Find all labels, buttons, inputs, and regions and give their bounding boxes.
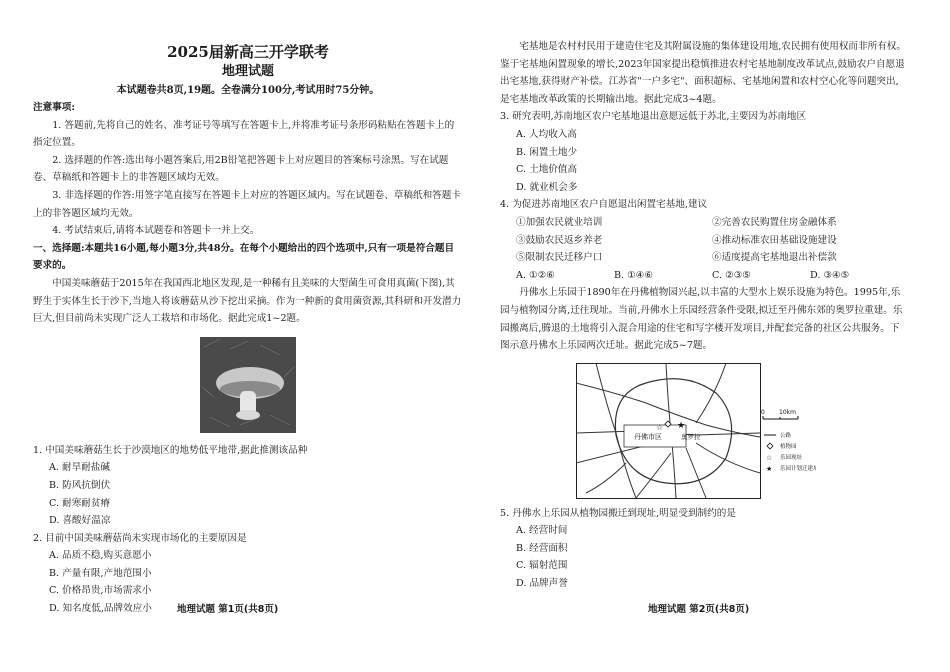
q1-option-d: D. 喜酸好温凉: [49, 515, 111, 527]
q2-option-d: D. 知名度低,品牌效应小: [49, 603, 152, 615]
q4-item-2: ②完善农民购置住房金融体系: [712, 216, 837, 228]
q3-option-a: A. 人均收入高: [516, 128, 577, 140]
q4-item-4: ④推动标准农田基础设施建设: [712, 234, 837, 246]
q4-option-b: B. ①④⑥: [614, 269, 653, 281]
q5-option-a: A. 经营时间: [516, 525, 568, 537]
right-column: [500, 38, 908, 593]
map-city-label: 丹佛市区: [634, 432, 662, 441]
passage-homestead: 宅基地是农村村民用于建造住宅及其附属设施的集体建设用地,农民拥有使用权而非所有权。鉴于宅基地闲置现象的增长,2023年国家提出稳慎推进农村宅基地制度改革试点,鼓励农户自愿退出宅基地,获得财产补偿。江苏省"一户多宅"、面积超标、宅基地闲置和农村空心化等问题突出,是宅基地改革政策的长期输出地。据此完成3~4题。: [500, 41, 906, 105]
exam-subtitle: 地理试题: [221, 64, 274, 79]
legend-new-site: 乐园计划迁建址: [780, 465, 816, 472]
passage-mushroom: 中国美味蘑菇于2015年在我国西北地区发现,是一种稀有且美味的大型菌生可食用真菌(下图),其野生于实体生长于沙下,当地人将该蘑菇从沙下挖出采摘。作为一种新的食用菌资源,其科研和开发潜力巨大,但目前尚未实现广泛人工栽培和市场化。据此完成1~2题。: [33, 277, 462, 325]
exam-title: 2025届新高三开学联考: [167, 43, 329, 61]
note-2: 2. 选择题的作答:选出每小题答案后,用2B铅笔把答题卡上对应题目的答案标号涂黑。写在试题卷、草稿纸和答题卡上的非答题区域均无效。: [33, 154, 449, 184]
question-5-stem: 5. 丹佛水上乐园从植物园搬迁到现址,明显受到制约的是: [500, 507, 736, 519]
left-column: [33, 42, 463, 618]
q4-item-5: ⑤限制农民迁移户口: [516, 252, 603, 264]
q4-options: [500, 267, 908, 285]
mushroom-photo: [200, 337, 296, 433]
q3-option-d: D. 就业机会多: [516, 181, 578, 193]
q4-option-c: C. ②③⑤: [712, 269, 751, 281]
q4-option-d: D. ③④⑤: [810, 269, 850, 281]
page-footer-left: 地理试题 第1页(共8页): [177, 604, 279, 615]
map-aurora-label: 奥罗拉: [681, 432, 701, 441]
question-4-stem: 4. 为促进苏南地区农户自愿退出闲置宅基地,建议: [500, 199, 708, 211]
mushroom-image: [200, 337, 296, 433]
note-3: 3. 非选择题的作答:用签字笔直接写在答题卡上对应的答题区域内。写在试题卷、草稿纸和答题卡上的非答题区域均无效。: [33, 189, 461, 219]
current-park-marker: ☆: [656, 422, 664, 432]
legend-road: 公路: [780, 432, 792, 439]
q1-option-b: B. 防风抗倒伏: [49, 479, 111, 491]
q5-option-d: D. 品牌声誉: [516, 578, 568, 590]
section-heading: 一、选择题:本题共16小题,每小题3分,共48分。在每个小题给出的四个选项中,只有一项是符合题目要求的。: [33, 242, 455, 272]
denver-map-svg: [576, 363, 816, 499]
scale-label: 10km: [779, 408, 796, 416]
question-1-stem: 1. 中国美味蘑菇生长于沙漠地区的地势低平地带,据此推测该品种: [33, 444, 308, 456]
q4-item-3: ③鼓励农民返乡养老: [516, 234, 603, 246]
question-3-stem: 3. 研究表明,苏南地区农户宅基地退出意愿远低于苏北,主要因为苏南地区: [500, 111, 807, 123]
q3-option-b: B. 闲置土地少: [516, 146, 578, 158]
q4-item-6: ⑥适度提高宅基地退出补偿款: [712, 252, 837, 264]
q4-statements: [500, 214, 908, 267]
denver-map: [576, 363, 816, 499]
q3-option-c: C. 土地价值高: [516, 164, 578, 176]
page-right: [475, 0, 950, 672]
note-4: 4. 考试结束后,请将本试题卷和答题卡一并上交。: [52, 225, 260, 237]
legend-botanic: 植物园: [780, 443, 797, 450]
q4-option-a: A. ①②⑥: [516, 269, 555, 281]
q1-option-c: C. 耐寒耐贫瘠: [49, 497, 111, 509]
q5-option-c: C. 辐射范围: [516, 560, 568, 572]
exam-info: 本试题卷共8页,19题。全卷满分100分,考试用时75分钟。: [116, 85, 380, 96]
q2-option-c: C. 价格昂贵,市场需求小: [49, 585, 152, 597]
legend-filled-star-icon: ★: [766, 464, 773, 473]
new-site-marker: ★: [677, 420, 686, 431]
legend-current: 乐园现址: [780, 454, 803, 461]
question-2-stem: 2. 目前中国美味蘑菇尚未实现市场化的主要原因是: [33, 532, 247, 544]
passage-denver: 丹佛水上乐园于1890年在丹佛植物园兴起,以丰富的大型水上娱乐设施为特色。1995年,乐园与植物园分离,迁往现址。当前,丹佛水上乐园经营条件受限,拟迁至丹佛东郊的奥罗拉重建。乐园搬离后,腾退的土地将引入混合用途的住宅和写字楼开发项目,并配套完备的社区公共服务。下图示意丹佛水上乐园两次迁址。据此完成5~7题。: [500, 287, 903, 352]
q1-option-a: A. 耐旱耐盐碱: [49, 462, 110, 474]
notes-heading: 注意事项:: [33, 102, 75, 113]
scale-zero: 0: [761, 408, 765, 416]
page-footer-right: 地理试题 第2页(共8页): [648, 604, 750, 615]
note-1: 1. 答题前,先将自己的姓名、准考证号等填写在答题卡上,并将准考证号条形码粘贴在答题卡上的指定位置。: [33, 119, 455, 149]
legend-outline-star-icon: ☆: [766, 453, 773, 462]
q2-option-b: B. 产量有限,产地范围小: [49, 567, 152, 579]
q5-option-b: B. 经营面积: [516, 542, 568, 554]
legend-diamond-icon: [767, 443, 773, 449]
q4-item-1: ①加强农民就业培训: [516, 216, 603, 228]
q2-option-a: A. 品质不稳,购买意愿小: [49, 550, 152, 562]
